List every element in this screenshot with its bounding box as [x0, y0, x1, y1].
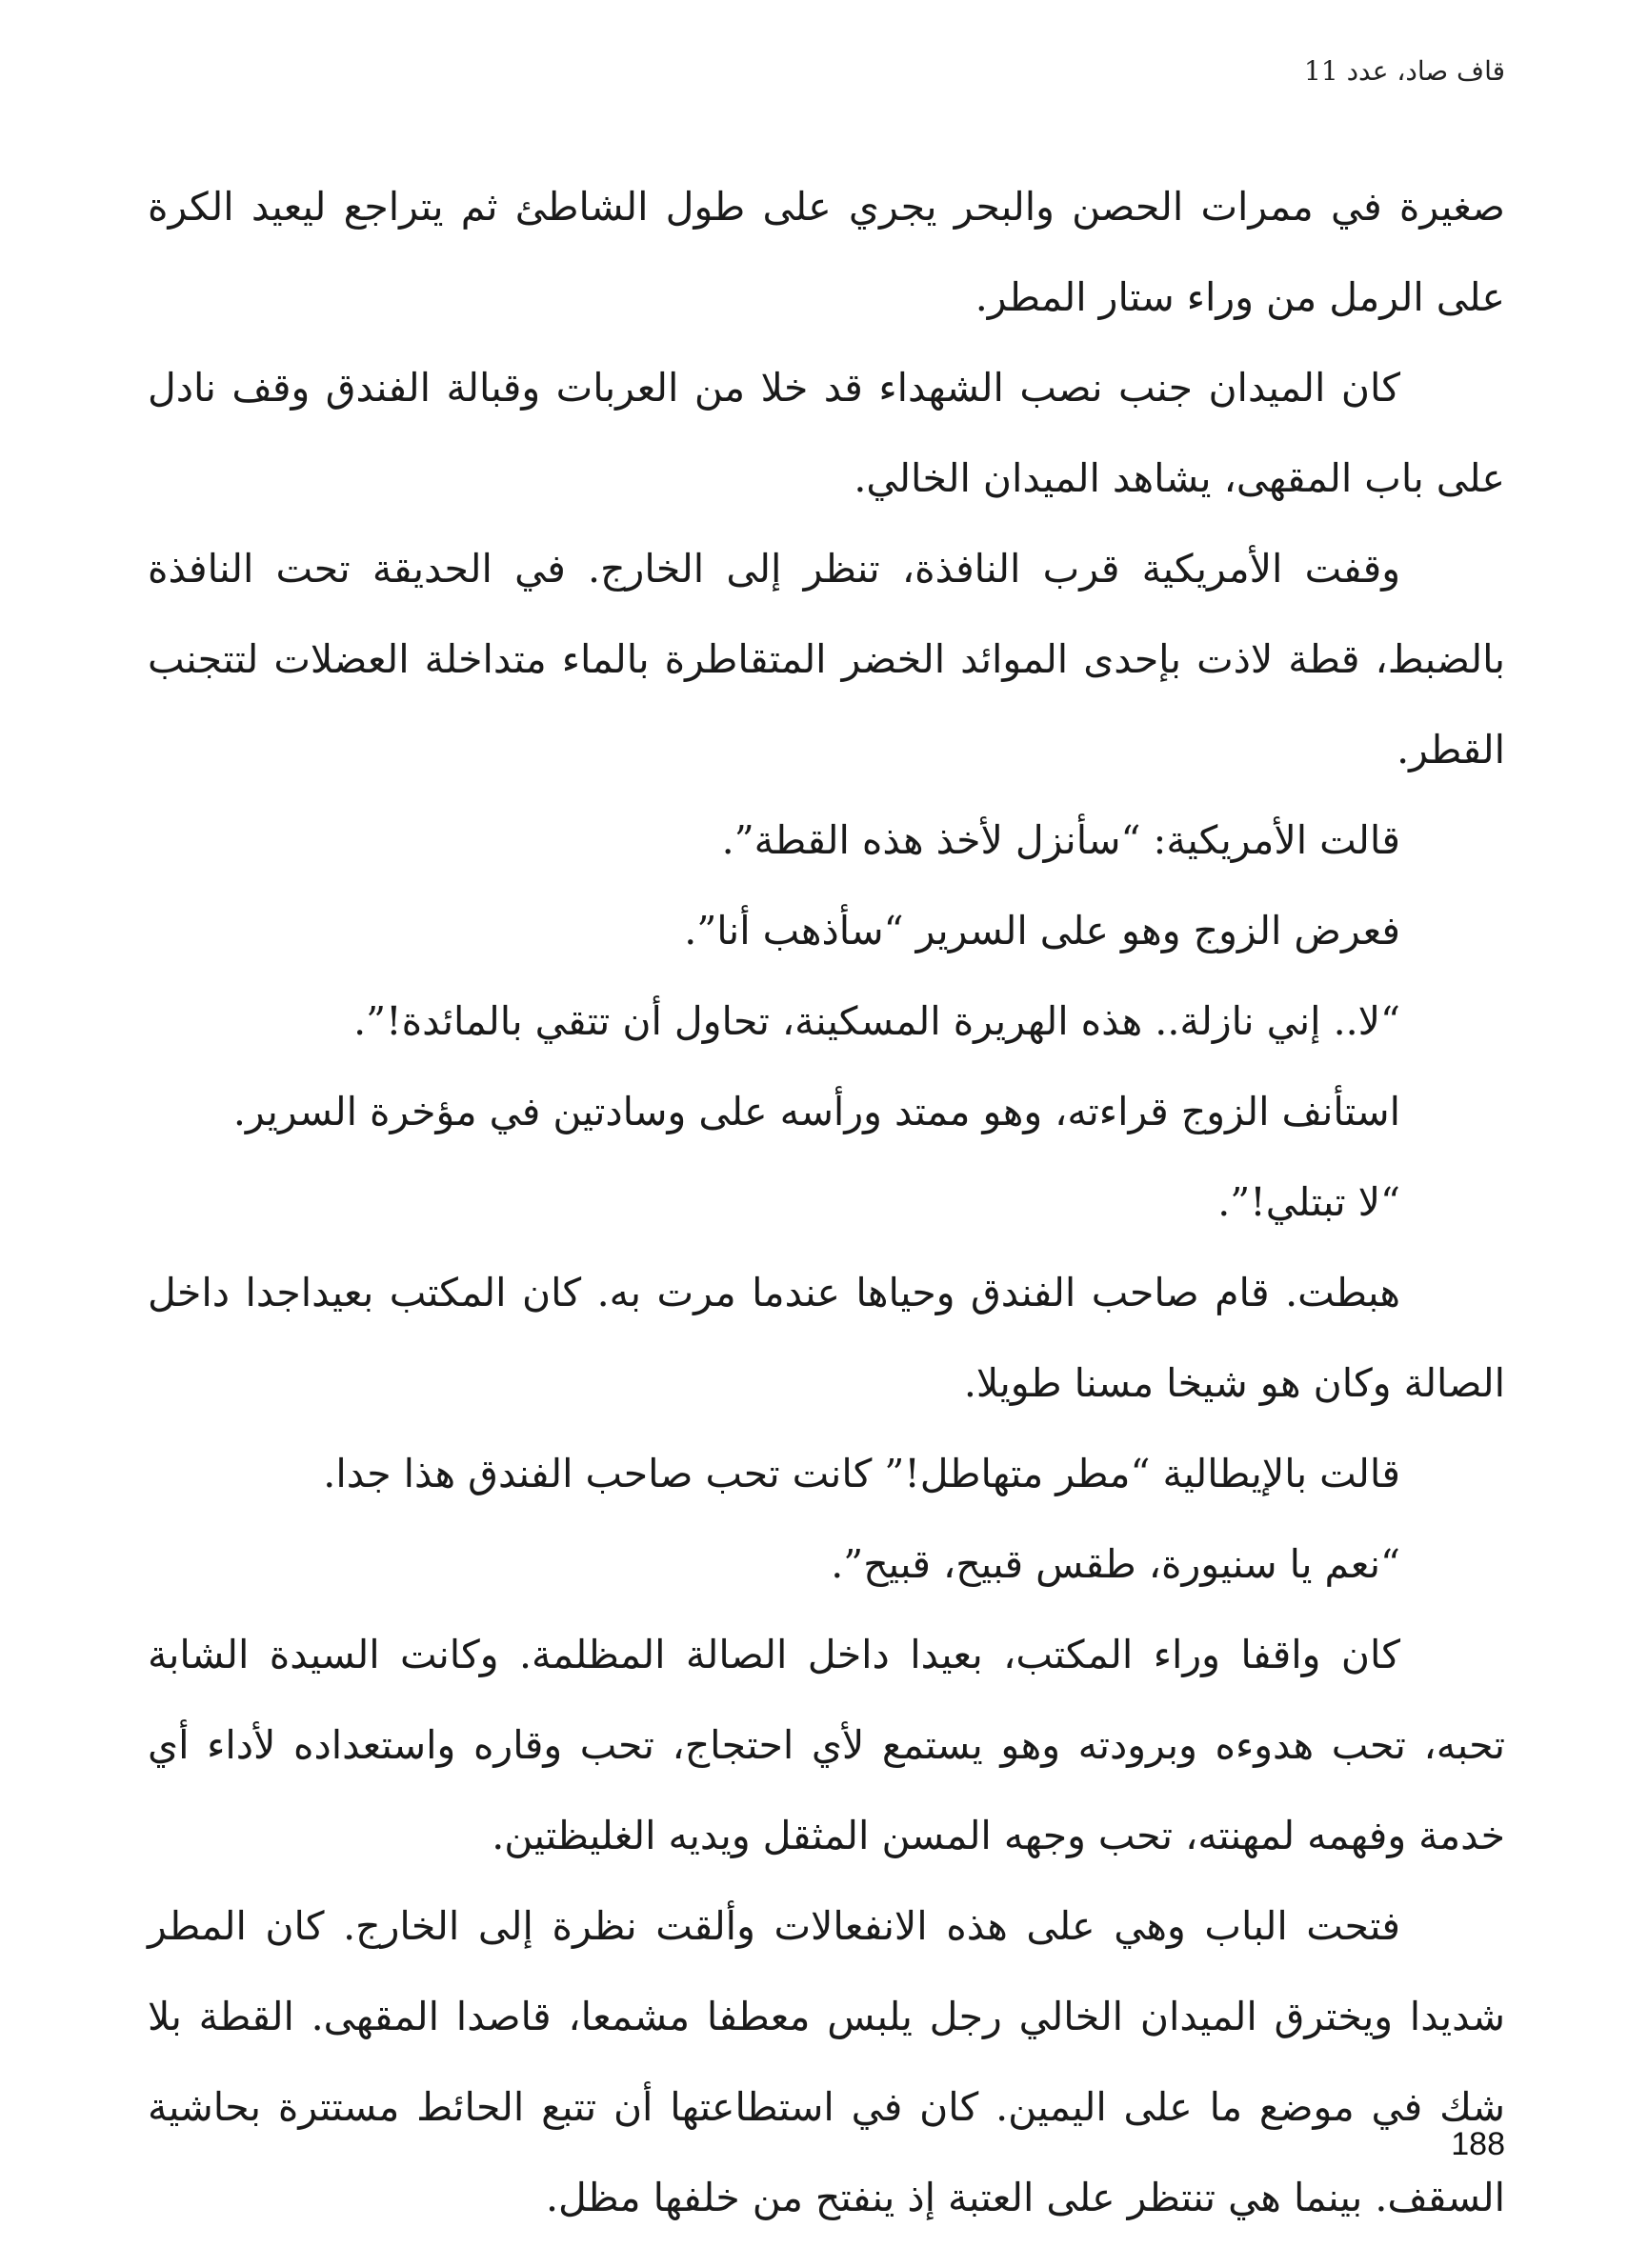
- paragraph-5: فعرض الزوج وهو على السرير “سأذهب أنا”.: [684, 908, 1400, 953]
- paragraph-10: قالت بالإيطالية “مطر متهاطل!” كانت تحب صاحب الفندق هذا جدا.: [323, 1451, 1400, 1496]
- paragraph-4: قالت الأمريكية: “سأنزل لأخذ هذه القطة”.: [721, 817, 1400, 863]
- paragraph-12: كان واقفا وراء المكتب، بعيدا داخل الصالة المظلمة. وكانت السيدة الشابة تحبه، تحب هدوءه وبرودته وهو يستمع لأي احتجاج، تحب وقاره واستعداده لأداء أي خدمة وفهمه لمهنته، تحب وجهه المسن المثقل ويديه الغليظتين.: [148, 1632, 1505, 1858]
- paragraph-11: “نعم يا سنيورة، طقس قبيح، قبيح”.: [831, 1541, 1400, 1587]
- paragraph-13: فتحت الباب وهي على هذه الانفعالات وألقت نظرة إلى الخارج. كان المطر شديدا ويخترق الميدان الخالي رجل يلبس معطفا مشمعا، قاصدا المقهى. القطة بلا شك في موضع ما على اليمين. كان في استطاعتها أن تتبع الحائط مستترة بحاشية السقف. بينما هي تنتظر على العتبة إذ ينفتح من خلفها مظل.: [148, 1903, 1505, 2220]
- paragraph-3: وقفت الأمريكية قرب النافذة، تنظر إلى الخارج. في الحديقة تحت النافذة بالضبط، قطة لاذت بإحدى الموائد الخضر المتقاطرة بالماء متداخلة العضلات لتتجنب القطر.: [148, 546, 1505, 773]
- body-text: [148, 162, 1505, 2243]
- paragraph-1: صغيرة في ممرات الحصن والبحر يجري على طول الشاطئ ثم يتراجع ليعيد الكرة على الرمل من وراء ستار المطر.: [148, 184, 1505, 320]
- paragraph-2: كان الميدان جنب نصب الشهداء قد خلا من العربات وقبالة الفندق وقف نادل على باب المقهى، يشاهد الميدان الخالي.: [148, 365, 1505, 501]
- paragraph-8: “لا تبتلي!”.: [1217, 1179, 1400, 1225]
- page-number: 188: [1451, 2126, 1505, 2162]
- paragraph-6: “لا.. إني نازلة.. هذه الهريرة المسكينة، تحاول أن تتقي بالمائدة!”.: [353, 998, 1400, 1044]
- paragraph-7: استأنف الزوج قراءته، وهو ممتد ورأسه على وسادتين في مؤخرة السرير.: [232, 1089, 1400, 1134]
- paragraph-9: هبطت. قام صاحب الفندق وحياها عندما مرت به. كان المكتب بعيداجدا داخل الصالة وكان هو شيخا مسنا طويلا.: [148, 1270, 1505, 1406]
- running-header: قاف صاد، عدد 11: [1304, 55, 1505, 87]
